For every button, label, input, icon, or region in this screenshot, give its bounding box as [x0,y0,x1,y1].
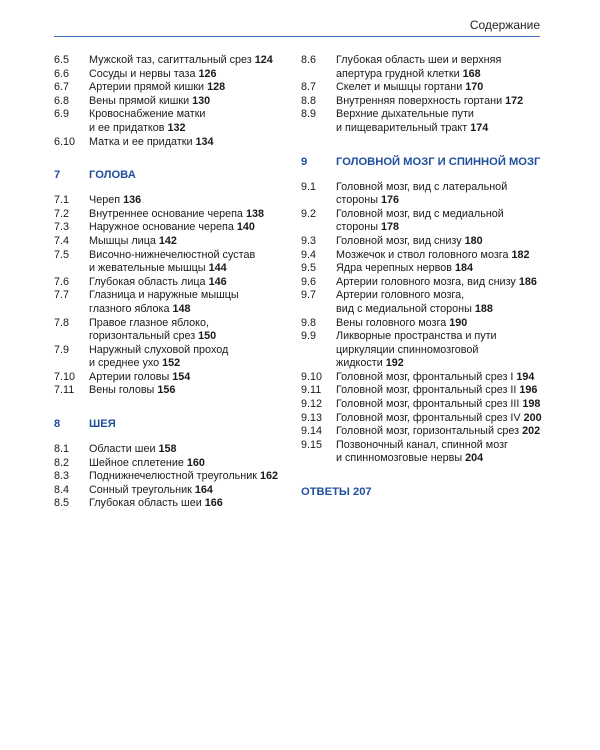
toc-entry[interactable] [301,425,546,439]
entry-title [336,384,546,398]
toc-group [54,443,290,511]
toc-entry[interactable] [301,330,546,371]
toc-entry[interactable] [54,289,290,316]
entry-title [89,208,290,222]
chapter-title: ГОЛОВА [89,169,136,182]
entry-page-number: 162 [260,470,279,483]
entry-title-line: Наружное основание черепа [89,221,234,234]
entry-title-line: Вены прямой кишки [89,94,190,107]
toc-entry[interactable] [301,317,546,331]
toc-entry[interactable] [54,317,290,344]
entry-title [336,371,546,385]
entry-page-number: 154 [172,370,191,383]
entry-number: 8.4 [54,483,70,496]
entry-title-line: стороны [336,194,378,207]
entry-page-number: 180 [464,234,483,247]
entry-title [336,317,546,331]
entry-page-number: 146 [208,275,227,288]
toc-entry[interactable] [301,371,546,385]
entry-title-line: Височно-нижнечелюстной сустав [89,248,256,261]
entry-page-number: 142 [158,234,177,247]
toc-entry[interactable] [54,194,290,208]
entry-page-number: 124 [254,54,273,66]
entry-number: 7.3 [54,221,70,234]
entry-number: 9.2 [301,207,317,220]
entry-title [89,221,290,235]
entry-page-number: 130 [192,94,211,107]
entry-number: 9.6 [301,275,317,288]
entry-page-number: 148 [172,302,191,315]
entry-number: 9.7 [301,289,317,302]
entry-title [336,208,546,235]
chapter-heading[interactable] [301,155,546,169]
entry-title [336,262,546,276]
entry-title [89,484,290,498]
entry-title-line: Головной мозг, фронтальный срез I [336,370,514,383]
entry-title-line: Сонный треугольник [89,483,192,496]
answers-label: ОТВЕТЫ [301,486,350,499]
entry-number: 7.4 [54,234,70,247]
entry-title-line: Наружный слуховой проход [89,343,229,356]
toc-left-column [54,54,290,511]
toc-entry[interactable] [54,371,290,385]
toc-group [54,54,290,149]
entry-title-line: Головной мозг, вид с латеральной [336,180,508,193]
chapter-title: ШЕЯ [89,418,116,431]
entry-title [89,136,290,150]
entry-page-number: 190 [449,316,468,329]
entry-title-line: Головной мозг, вид с медиальной [336,207,504,220]
entry-page-number: 202 [522,425,541,438]
entry-page-number: 192 [385,357,404,370]
entry-page-number: 164 [194,483,213,496]
entry-number: 6.8 [54,94,70,107]
entry-title [336,95,546,109]
entry-title-line: Головной мозг, вид снизу [336,234,462,247]
entry-number: 8.2 [54,456,70,469]
entry-title [336,235,546,249]
entry-page-number: 198 [522,398,541,411]
entry-number: 9.15 [301,438,323,451]
toc-entry[interactable] [54,457,290,471]
entry-title [336,108,546,135]
entry-page-number: 158 [158,443,177,456]
entry-title-line: и среднее ухо [89,357,160,370]
entry-page-number: 176 [380,194,399,207]
entry-number: 7.2 [54,207,70,220]
entry-title-line: Кровоснабжение матки [89,108,206,121]
entry-title-line: Ядра черепных нервов [336,262,453,275]
toc-entry[interactable] [301,208,546,235]
entry-title [89,470,290,484]
entry-title [89,54,290,68]
entry-page-number: 194 [516,370,535,383]
toc-entry[interactable] [301,439,546,466]
toc-entry[interactable] [54,68,290,82]
toc-entry[interactable] [54,484,290,498]
entry-title [336,181,546,208]
entry-number: 7.11 [54,384,75,397]
entry-title-line: Мышцы лица [89,234,156,247]
entry-page-number: 128 [207,81,226,94]
entry-title-line: и ее придатков [89,121,165,134]
entry-number: 6.9 [54,108,70,121]
entry-title-line: Головной мозг, фронтальный срез IV [336,411,521,424]
chapter-number: 9 [301,155,308,168]
entry-title [89,276,290,290]
entry-number: 6.5 [54,54,70,66]
entry-number: 8.5 [54,497,70,510]
entry-page-number: 140 [236,221,255,234]
toc-entry[interactable] [54,249,290,276]
entry-title [89,81,290,95]
toc-entry[interactable] [301,249,546,263]
entry-page-number: 166 [204,497,223,510]
answers-page: 207 [352,486,372,499]
entry-title [336,330,546,371]
toc-entry[interactable] [301,412,546,426]
entry-title-line: Артерии головного мозга, вид снизу [336,275,516,288]
entry-title-line: Сосуды и нервы таза [89,67,196,80]
entry-page-number: 196 [519,384,538,397]
entry-number: 9.14 [301,425,323,438]
entry-page-number: 144 [208,262,227,275]
entry-title [89,443,290,457]
toc-group [301,181,546,466]
entry-title-line: стороны [336,221,378,234]
entry-title-line: жидкости [336,357,383,370]
entry-number: 9.12 [301,398,323,411]
entry-page-number: 204 [465,452,484,465]
entry-page-number: 200 [523,411,542,424]
page-header [54,0,540,37]
entry-title-line: Скелет и мышцы гортани [336,81,463,94]
entry-number: 6.10 [54,135,76,148]
entry-title-line: и пищеварительный тракт [336,121,468,134]
entry-title-line: Глубокая область лица [89,275,206,288]
entry-number: 9.10 [301,370,323,383]
entry-page-number: 150 [198,330,217,343]
entry-title [89,317,290,344]
toc-entry[interactable] [54,344,290,371]
toc-entry[interactable] [54,136,290,150]
entry-title-line: Шейное сплетение [89,456,184,469]
entry-title [89,384,290,398]
entry-title-line: Матка и ее придатки [89,135,193,148]
toc-group [301,54,546,136]
entry-number: 7.9 [54,343,70,356]
entry-title-line: Череп [89,194,121,207]
toc-entry[interactable] [301,108,546,135]
entry-number: 8.8 [301,94,317,107]
entry-title-line: Ликворные пространства и пути [336,330,497,343]
toc-entry[interactable] [301,181,546,208]
entry-title-line: и жевательные мышцы [89,262,206,275]
entry-title [89,235,290,249]
entry-title-line: Глубокая область шеи и верхняя [336,54,502,66]
entry-title-line: Глазница и наружные мышцы [89,289,239,302]
entry-number: 8.3 [54,470,70,483]
entry-page-number: 138 [245,207,264,220]
entry-number: 7.1 [54,194,70,207]
page-title: Содержание [469,18,540,32]
entry-title-line: Позвоночный канал, спинной мозг [336,438,508,451]
entry-title [336,276,546,290]
toc-entry[interactable] [54,443,290,457]
entry-title-line: Внутреннее основание черепа [89,207,243,220]
chapter-number: 8 [54,418,61,431]
entry-number: 9.9 [301,330,317,343]
toc-entry[interactable] [301,289,546,316]
toc-entry[interactable] [54,108,290,135]
toc-entry[interactable] [54,208,290,222]
toc-right-column [301,54,546,499]
toc-entry[interactable] [54,95,290,109]
entry-title [89,95,290,109]
entry-title-line: горизонтальный срез [89,330,196,343]
entry-number: 9.8 [301,316,317,329]
entry-title-line: Верхние дыхательные пути [336,108,474,121]
toc-entry[interactable] [54,54,290,68]
entry-title-line: и спинномозговые нервы [336,452,463,465]
entry-page-number: 168 [462,67,481,80]
entry-title [89,289,290,316]
entry-number: 7.10 [54,370,76,383]
entry-page-number: 152 [162,357,181,370]
entry-number: 9.1 [301,180,317,193]
answers-heading[interactable] [301,485,546,499]
entry-number: 6.7 [54,81,70,94]
entry-title-line: Внутренняя поверхность гортани [336,94,503,107]
entry-title-line: Вены головы [89,384,155,397]
entry-title [336,398,546,412]
entry-page-number: 178 [380,221,399,234]
entry-number: 8.6 [301,54,317,66]
entry-page-number: 156 [157,384,176,397]
entry-title [89,344,290,371]
toc-entry[interactable] [54,497,290,511]
entry-number: 6.6 [54,67,70,80]
entry-title-line: Правое глазное яблоко, [89,316,210,329]
toc-entry[interactable] [301,235,546,249]
entry-title [336,412,546,426]
toc-entry[interactable] [54,470,290,484]
entry-title-line: Поднижнечелюстной треугольник [89,470,258,483]
entry-number: 9.13 [301,411,323,424]
entry-title-line: Артерии прямой кишки [89,81,205,94]
entry-title-line: Вены головного мозга [336,316,447,329]
toc-entry[interactable] [54,81,290,95]
entry-number: 9.3 [301,234,317,247]
entry-number: 9.5 [301,262,317,275]
entry-title [336,249,546,263]
chapter-heading[interactable] [54,168,290,182]
entry-page-number: 132 [167,121,186,134]
entry-page-number: 172 [505,94,524,107]
entry-title [89,497,290,511]
entry-title [89,68,290,82]
chapter-title: ГОЛОВНОЙ МОЗГ И СПИННОЙ МОЗГ [336,155,541,168]
entry-number: 7.8 [54,316,70,329]
entry-title-line: Головной мозг, горизонтальный срез [336,425,520,438]
entry-page-number: 170 [465,81,484,94]
entry-title [89,457,290,471]
toc-group [54,194,290,398]
toc-entry[interactable] [301,384,546,398]
entry-title [336,81,546,95]
entry-title [336,439,546,466]
entry-title [336,425,546,439]
entry-number: 7.7 [54,289,70,302]
entry-title [89,108,290,135]
entry-page-number: 160 [186,456,205,469]
toc-entry[interactable] [301,95,546,109]
entry-number: 8.1 [54,443,70,456]
entry-number: 8.9 [301,108,317,121]
toc-entry[interactable] [54,221,290,235]
toc-entry[interactable] [301,398,546,412]
entry-page-number: 134 [195,135,214,148]
entry-page-number: 126 [198,67,217,80]
entry-page-number: 182 [511,248,530,261]
chapter-number: 7 [54,169,61,182]
entry-number: 7.6 [54,275,70,288]
toc-entry[interactable] [301,262,546,276]
entry-title-line: апертура грудной клетки [336,67,460,80]
chapter-heading[interactable] [54,417,290,431]
entry-title-line: Артерии головного мозга, [336,289,465,302]
entry-number: 8.7 [301,81,317,94]
entry-title-line: Головной мозг, фронтальный срез III [336,398,520,411]
entry-number: 9.4 [301,248,317,261]
entry-title-line: Головной мозг, фронтальный срез II [336,384,517,397]
entry-title-line: циркуляции спинномозговой [336,343,479,356]
entry-title [336,54,546,81]
toc-entry[interactable] [301,81,546,95]
entry-title-line: Мозжечок и ствол головного мозга [336,248,509,261]
entry-title [89,249,290,276]
entry-page-number: 174 [470,121,489,134]
entry-title-line: вид с медиальной стороны [336,302,472,315]
entry-page-number: 184 [455,262,474,275]
entry-number: 9.11 [301,384,322,397]
toc-entry[interactable] [301,276,546,290]
toc-entry[interactable] [54,384,290,398]
toc-entry[interactable] [301,54,546,81]
toc-entry[interactable] [54,235,290,249]
entry-title-line: Артерии головы [89,370,170,383]
entry-title-line: Области шеи [89,443,156,456]
entry-title [89,371,290,385]
entry-page-number: 186 [518,275,537,288]
toc-entry[interactable] [54,276,290,290]
entry-number: 7.5 [54,248,70,261]
entry-title-line: Мужской таз, сагиттальный срез [89,54,252,66]
entry-title [89,194,290,208]
entry-page-number: 188 [474,302,493,315]
entry-page-number: 136 [123,194,142,207]
entry-title-line: Глубокая область шеи [89,497,202,510]
entry-title-line: глазного яблока [89,302,170,315]
entry-title [336,289,546,316]
